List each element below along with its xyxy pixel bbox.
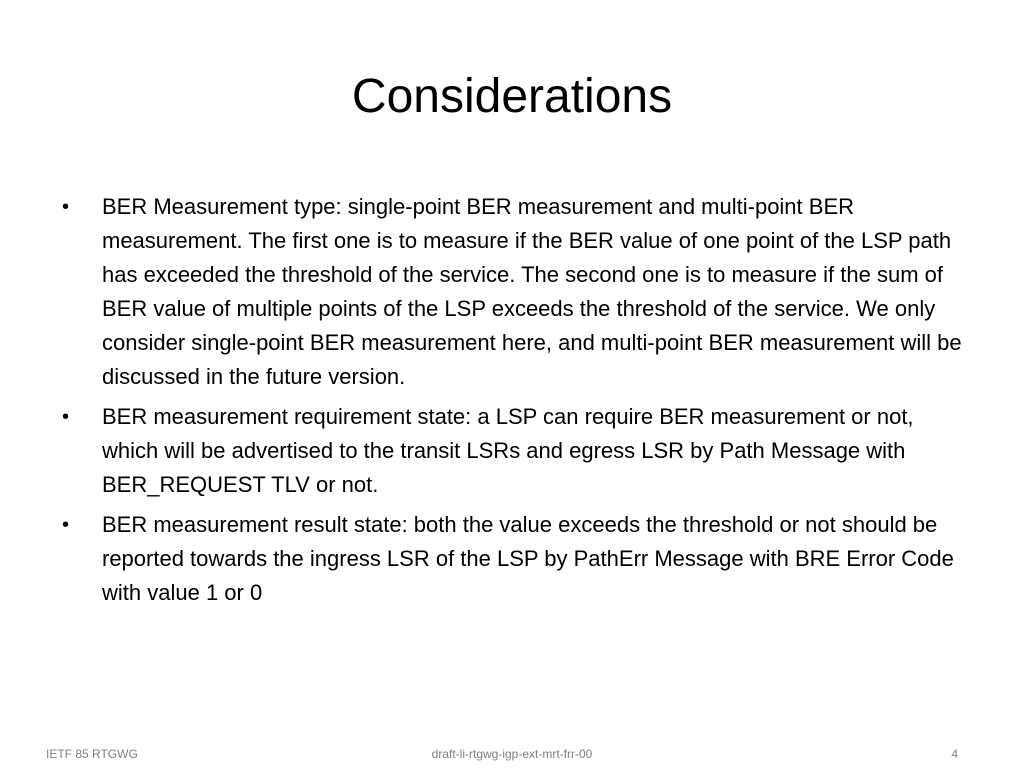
slide-title: Considerations [351, 70, 673, 123]
bullet-icon: • [62, 514, 70, 536]
bullet-item [60, 400, 964, 502]
bullet-text: BER measurement requirement state: a LSP can require BER measurement or not, which will be advertised to the transit LSRs and egress LSR by Path Message with BER_REQUEST TLV or not. [102, 404, 914, 497]
footer-draft-name: draft-li-rtgwg-igp-ext-mrt-frr-00 [431, 747, 593, 761]
bullet-icon: • [62, 406, 70, 428]
bullet-text: BER measurement result state: both the value exceeds the threshold or not should be reported towards the ingress LSR of the LSP by PathErr Message with BRE Error Code with value 1 or 0 [102, 512, 954, 605]
bullet-list [60, 190, 964, 616]
footer-event-label: IETF 85 RTGWG [46, 747, 138, 761]
bullet-text: BER Measurement type: single-point BER measurement and multi-point BER measurement. The first one is to measure if the BER value of one point of the LSP path has exceeded the threshold of the service. The second one is to measure if the sum of BER value of multiple points of the LSP exceeds the threshold of the service. We only consider single-point BER measurement here, and multi-point BER measurement will be discussed in the future version. [102, 194, 962, 389]
bullet-icon: • [62, 196, 70, 218]
bullet-item [60, 190, 964, 394]
bullet-item [60, 508, 964, 610]
page-number: 4 [951, 747, 958, 761]
